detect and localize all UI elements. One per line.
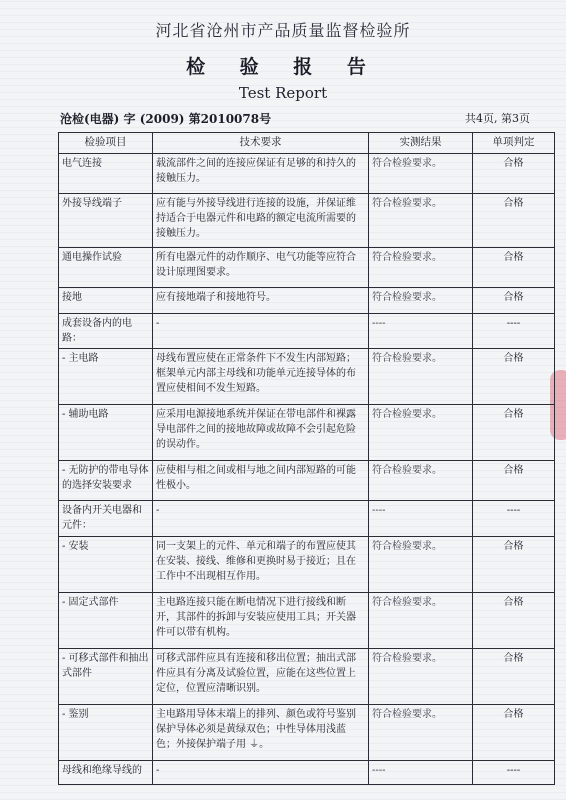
report-number: 沧检(电器) 字 (2009) 第2010078号 [60, 112, 272, 126]
table-row [59, 314, 555, 349]
table-header-row [59, 133, 555, 154]
row-requirement: 应有接地端子和接地符号。 [153, 288, 369, 314]
row-item: 接地 [59, 288, 153, 314]
row-requirement: 同一支架上的元件、单元和端子的布置应使其在安装、接线、维修和更换时易于接近；且在工作中不出现相互作用。 [153, 537, 369, 593]
row-item: - 鉴别 [59, 705, 153, 761]
row-requirement: 所有电器元件的动作顺序、电气功能等应符合设计原理图要求。 [153, 248, 369, 288]
header-requirement: 技术要求 [153, 133, 369, 154]
row-requirement: - [153, 761, 369, 785]
row-judgment: 合格 [473, 194, 555, 248]
row-result: 符合检验要求。 [369, 349, 473, 405]
row-judgment: ---- [473, 761, 555, 785]
row-item: - 无防护的带电导体的选择安装要求 [59, 461, 153, 501]
table-row [59, 349, 555, 405]
table-row [59, 288, 555, 314]
table-row [59, 593, 555, 649]
row-result: 符合检验要求。 [369, 154, 473, 194]
row-result: 符合检验要求。 [369, 194, 473, 248]
row-result: 符合检验要求。 [369, 405, 473, 461]
page-info: 共4页, 第3页 [465, 112, 530, 125]
row-item: 外接导线端子 [59, 194, 153, 248]
row-result: 符合检验要求。 [369, 649, 473, 705]
table-row [59, 405, 555, 461]
table-row [59, 248, 555, 288]
report-subtitle: Test Report [238, 84, 328, 102]
row-item: 通电操作试验 [59, 248, 153, 288]
row-judgment: 合格 [473, 349, 555, 405]
row-item: 母线和绝缘导线的 [59, 761, 153, 785]
row-result: ---- [369, 314, 473, 349]
inspection-table [58, 132, 555, 785]
organization-name: 河北省沧州市产品质量监督检验所 [155, 21, 411, 40]
header-result: 实测结果 [369, 133, 473, 154]
table-row [59, 761, 555, 785]
table-row [59, 501, 555, 537]
row-judgment: ---- [473, 314, 555, 349]
row-judgment: 合格 [473, 248, 555, 288]
row-result: 符合检验要求。 [369, 461, 473, 501]
row-judgment: 合格 [473, 461, 555, 501]
row-judgment: 合格 [473, 537, 555, 593]
row-item: - 固定式部件 [59, 593, 153, 649]
row-judgment: 合格 [473, 705, 555, 761]
row-item: - 主电路 [59, 349, 153, 405]
row-judgment: 合格 [473, 405, 555, 461]
row-result: 符合检验要求。 [369, 705, 473, 761]
row-requirement: 应有能与外接导线进行连接的设施，并保证维持适合于电器元件和电路的额定电流所需要的接触压力。 [153, 194, 369, 248]
row-result: 符合检验要求。 [369, 248, 473, 288]
row-requirement: 可移式部件应具有连接和移出位置；抽出式部件应具有分离及试验位置，应能在这些位置上定位，位置应清晰识别。 [153, 649, 369, 705]
table-row [59, 194, 555, 248]
row-item: - 辅助电路 [59, 405, 153, 461]
row-judgment: 合格 [473, 154, 555, 194]
row-requirement: 应使相与相之间或相与地之间内部短路的可能性极小。 [153, 461, 369, 501]
row-result: ---- [369, 501, 473, 537]
table-row [59, 705, 555, 761]
row-item: - 可移式部件和抽出式部件 [59, 649, 153, 705]
row-judgment: 合格 [473, 288, 555, 314]
row-result: 符合检验要求。 [369, 593, 473, 649]
header-item: 检验项目 [59, 133, 153, 154]
row-requirement: 应采用电源接地系统并保证在带电部件和裸露导电部件之间的接地故障或故障不会引起危险的误动作。 [153, 405, 369, 461]
row-item: 电气连接 [59, 154, 153, 194]
row-requirement: - [153, 314, 369, 349]
row-judgment: 合格 [473, 649, 555, 705]
table-row [59, 154, 555, 194]
row-judgment: ---- [473, 501, 555, 537]
row-item: 设备内开关电器和元件： [59, 501, 153, 537]
row-requirement: 载流部件之间的连接应保证有足够的和持久的接触压力。 [153, 154, 369, 194]
row-requirement: - [153, 501, 369, 537]
row-requirement: 主电路连接只能在断电情况下进行接线和断开，其部件的拆卸与安装应使用工具；开关器件可以带有机构。 [153, 593, 369, 649]
row-judgment: 合格 [473, 593, 555, 649]
row-result: ---- [369, 761, 473, 785]
table-row [59, 461, 555, 501]
row-item: 成套设备内的电路： [59, 314, 153, 349]
row-result: 符合检验要求。 [369, 537, 473, 593]
row-result: 符合检验要求。 [369, 288, 473, 314]
row-requirement: 主电路用导体末端上的排列、颜色或符号鉴别保护导体必须是黄绿双色；中性导体用浅蓝色；外接保护端子用 ⏚。 [153, 705, 369, 761]
row-requirement: 母线布置应使在正常条件下不发生内部短路；框架单元内部主母线和功能单元连接导体的布置应使相间不发生短路。 [153, 349, 369, 405]
header-judgment: 单项判定 [473, 133, 555, 154]
report-title: 检 验 报 告 [186, 56, 380, 78]
table-row [59, 649, 555, 705]
row-item: - 安装 [59, 537, 153, 593]
table-row [59, 537, 555, 593]
